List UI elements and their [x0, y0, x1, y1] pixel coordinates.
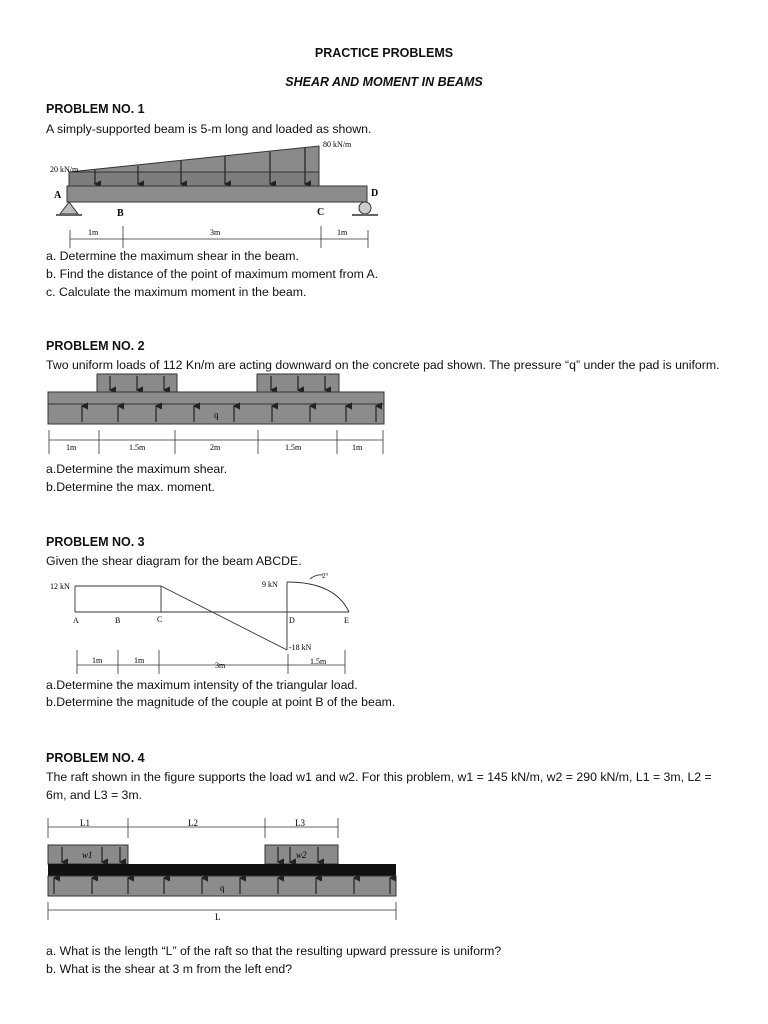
label-c: C [317, 207, 325, 218]
dim-3: 3m [215, 661, 226, 670]
label-d: D [371, 188, 379, 199]
problem-3-figure [40, 570, 380, 676]
dim-l1: L1 [80, 818, 90, 828]
problem-3-heading: PROBLEM NO. 3 [46, 535, 145, 549]
problem-1-question-c: c. Calculate the maximum moment in the beam. [46, 285, 307, 299]
problem-2-statement: Two uniform loads of 112 Kn/m are acting downward on the concrete pad shown. The pressure “q” under the pad is uniform. [46, 358, 720, 372]
problem-2-question-b: b.Determine the max. moment. [46, 480, 215, 494]
page-subtitle: SHEAR AND MOMENT IN BEAMS [285, 75, 483, 89]
problem-3-question-a: a.Determine the maximum intensity of the triangular load. [46, 678, 358, 692]
dim-4: 1.5m [310, 657, 327, 666]
v-d-bottom-label: -18 kN [289, 643, 312, 652]
problem-1-statement: A simply-supported beam is 5-m long and loaded as shown. [46, 122, 372, 136]
problem-4-statement: The raft shown in the figure supports the load w1 and w2. For this problem, w1 = 145 kN/m, w2 = 290 kN/m, L1 = 3m, L2 = 6m, and L3 = 3m. [46, 770, 712, 802]
raft [48, 864, 396, 876]
problem-1-question-b: b. Find the distance of the point of maximum moment from A. [46, 267, 379, 281]
problem-4-question-a: a. What is the length “L” of the raft so that the resulting upward pressure is uniform? [46, 944, 502, 958]
v-left-label: 12 kN [50, 582, 70, 591]
problem-1-question-a: a. Determine the maximum shear in the beam. [46, 249, 299, 263]
problem-1-figure [40, 138, 400, 248]
problem-2-question-a: a.Determine the maximum shear. [46, 462, 228, 476]
page-title: PRACTICE PROBLEMS [314, 46, 454, 60]
problem-4-question-b: b. What is the shear at 3 m from the left end? [46, 962, 293, 976]
label-b: B [115, 616, 121, 625]
problem-3-question-b: b.Determine the magnitude of the couple at point B of the beam. [46, 695, 396, 709]
load-left-label: 20 kN/m [50, 165, 79, 174]
pin-support [60, 202, 78, 214]
label-d: D [289, 616, 295, 625]
dim-2: 1m [134, 656, 145, 665]
dim-1: 1m [88, 228, 99, 237]
dim-1: 1m [66, 443, 77, 452]
problem-3-statement: Given the shear diagram for the beam ABCDE. [46, 554, 302, 568]
roller-support [359, 202, 371, 214]
dim-3: 2m [210, 443, 221, 452]
w1-label: w1 [82, 850, 93, 860]
problem-2-figure [40, 372, 400, 458]
dim-2: 1.5m [129, 443, 146, 452]
problem-4-heading: PROBLEM NO. 4 [46, 751, 145, 765]
pressure-q-label: q [220, 883, 225, 893]
label-a: A [73, 616, 79, 625]
v-d-top-label: 9 kN [262, 580, 278, 589]
dim-4: 1.5m [285, 443, 302, 452]
problem-1-heading: PROBLEM NO. 1 [46, 102, 145, 116]
dim-3: 1m [337, 228, 348, 237]
w2-label: w2 [296, 850, 307, 860]
label-c: C [157, 615, 163, 624]
load-right-label: 80 kN/m [323, 140, 352, 149]
dim-l2: L2 [188, 818, 198, 828]
dim-l: L [215, 912, 221, 922]
label-e: E [344, 616, 349, 625]
problem-4-figure [40, 812, 404, 924]
curve-label: 2° [322, 572, 329, 580]
label-b: B [117, 208, 124, 219]
dim-l3: L3 [295, 818, 305, 828]
problem-2-heading: PROBLEM NO. 2 [46, 339, 145, 353]
label-a: A [54, 190, 62, 201]
dim-2: 3m [210, 228, 221, 237]
dim-5: 1m [352, 443, 363, 452]
pressure-q-label: q [214, 410, 219, 420]
dim-1: 1m [92, 656, 103, 665]
